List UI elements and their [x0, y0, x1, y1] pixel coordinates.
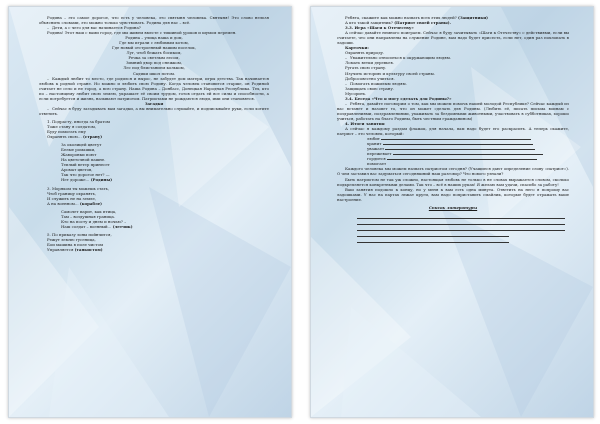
- poem-line: Где мы играли с любимым котом,: [119, 40, 189, 46]
- riddle-answer: (Родины): [90, 177, 113, 183]
- riddle-line: Жаворонки поют: [61, 152, 97, 158]
- riddle-4: [47, 209, 269, 229]
- city-paragraph: Родина! Этот наш с вами город, где мы живем вместе с тишиной уроков и шумом перемен.: [47, 30, 237, 36]
- intro-paragraph: Родина – это самое дорогое, что есть у человека, это святыня человека. Святыня! Это слово нельзя объяснить словами, это можно только чувствовать. Родина для нас – всё.: [39, 15, 269, 26]
- poem-line: Где новый отстроенный нашим поселок,: [112, 45, 196, 51]
- riddle-line: Аромат цветов,: [61, 167, 93, 173]
- card-item: – Уважительно относиться к окружающим людям.: [337, 55, 569, 60]
- riddle-answer: (летчик): [112, 223, 133, 229]
- riddle-line: Нет дороже… (Родины): [61, 177, 113, 183]
- riddle-line: Белые ромашки,: [61, 147, 96, 153]
- riddles-heading: Загадки: [144, 100, 164, 106]
- poem-line: Зимний двор под снежком,: [126, 60, 182, 66]
- riddle-line: 3. Моряком ты можешь стать,: [47, 185, 110, 191]
- riddle-line: За околицей цветут: [61, 142, 102, 148]
- poem-line: Речка за светлым лесом,: [128, 55, 180, 61]
- fill-in-row: гордится: [367, 156, 569, 161]
- fill-in-list: [337, 136, 569, 166]
- riddle-line: Тоже стану я солдатом,: [47, 123, 96, 129]
- fill-in-row: помогает: [367, 161, 387, 167]
- riddle-line: Там – воздушная граница.: [61, 213, 116, 219]
- riddle-3: [47, 186, 269, 206]
- riddle-line: Так что дорогое нет? —: [61, 172, 110, 178]
- card-item: Ломать ветки деревьев.: [345, 60, 394, 66]
- left-page-text: [39, 15, 269, 409]
- cards-heading: Карточки:: [345, 45, 369, 51]
- riddle-line: 1. Подрасту, иногда за братом: [47, 118, 110, 124]
- fill-in-row: любит: [367, 136, 569, 141]
- defenders-question: Ребята, скажите как можно назвать всех этих людей? (Защитники): [345, 15, 488, 20]
- riddle-line: Управляется (танкистом): [47, 247, 103, 253]
- riddle-line: Наш солдат – военный… (летчик): [61, 223, 133, 229]
- references-heading: Список литературы: [428, 204, 478, 210]
- riddle-line: На цветочной пашне.: [61, 157, 106, 163]
- riddle-1: [47, 119, 269, 139]
- reference-line: [357, 237, 509, 243]
- riddle-answer: (танкистом): [74, 247, 103, 253]
- right-page: [310, 6, 594, 418]
- poem-line: Луг, чтоб бежать босиком,: [126, 50, 182, 56]
- riddle-2: [47, 142, 269, 182]
- game-instructions: А сейчас давайте немного поиграем. Сейчас я буду зачитывать «Шаги к Отечеству» с действиями, если вы считаете, что они направлены на служение Родине, вам надо будет присесть, если нет, один раз похлопать в ладоши.: [337, 30, 569, 46]
- riddle-line: Буду помогать ему: [47, 129, 86, 135]
- card-item: Защищать свою страну.: [345, 85, 394, 91]
- riddle-line: Режут землю гусеница,: [47, 236, 96, 242]
- reflection-paragraph: Каждого человека мы можем назвать патриотом сегодня? (Учащиеся дают определение слову «патриот»). О чем заставил вас задуматься сегодняшний наш разговор? Что нового узнали?: [337, 166, 569, 177]
- card-item: Охранять природу.: [345, 50, 385, 56]
- card-item: Изучить историю и культуру своей страны.: [345, 70, 435, 76]
- riddle-line: И служить не на земле,: [47, 195, 96, 201]
- homeland-poem: [39, 35, 269, 75]
- fill-in-row: хранит: [367, 141, 569, 146]
- riddle-line: Теплый ветер принесет: [61, 162, 110, 168]
- card-item: Мусорить.: [345, 90, 367, 96]
- right-page-text: [337, 15, 569, 409]
- riddle-line: Кто на посту и днем и ночью? –: [61, 218, 127, 224]
- card-item: Ругать свою страну.: [345, 65, 387, 71]
- cards-list: [337, 50, 569, 95]
- fill-in-row: уважает: [367, 146, 569, 151]
- summary-paragraph: А сейчас я каждому раздам флажок, для начала, вам надо будет его раскрасить. А теперь скажите, патриот – это человек, который:: [337, 126, 569, 137]
- card-item: – Помогать пожилым людям.: [337, 81, 569, 86]
- closing-paragraph: Быть патриотом не так уж сложно, настоящая любовь не только в не словах выражается словом, сколько подкрепляется конкретными делами. Так что – всё в наших руках! Я желаю вам удачи, спасибо за работу!: [337, 176, 569, 187]
- riddle-line: Самолет парит, как птица,: [61, 208, 117, 214]
- section-4-heading: 4. Итоги занятия: [345, 120, 385, 126]
- section-3-3-heading: 3.3. Игра «Шаги к Отечеству»: [345, 25, 414, 31]
- riddle-line: Охранять свою… (страну): [47, 134, 103, 140]
- patriot-paragraph: – Каждый любит то место, где родился и вырос, не забудет дом матери, игры детства. Так начинается любовь к родной стране. Но можно и любить свою Родину. Когда человек становится старше, он Родиной считает не село и не город, а всю страну. Наша Родина – Донбасс, Донецкая Народная Республика. Тех, кто по – настоящему любит свою землю, украшает её своим трудом, готов отдать ей все силы и способности, а если потребуется и жизнь, называют патриотом. Патриотами не рождаются люди, ими они становятся.: [39, 76, 269, 101]
- riddle-line: 5. По приказу зоны пойнчится,: [47, 231, 112, 237]
- card-item: Добросовестно учиться.: [345, 75, 395, 81]
- question-paragraph: – Дети, а с чего для вас начинается Родина?: [39, 25, 269, 30]
- riddle-line: А на военном… (корабле): [47, 200, 103, 206]
- left-page: [8, 6, 292, 418]
- riddle-answer: (страну): [83, 134, 103, 140]
- riddle-answer: (корабле): [79, 200, 103, 206]
- poem-line: Лес под блистанием кольком,: [123, 65, 185, 71]
- poem-line: Садики школ потом.: [132, 70, 176, 76]
- riddle-5: [47, 232, 269, 252]
- fill-in-row: пережевает: [367, 151, 569, 156]
- smiley-paragraph: Ваш занятия подошло к концу, но у меня к вам есть одна минута. Ответить на него я попрошу вас ладошками. У нас на партах лежат круги, вам надо поприставить смайлик, которые будет отражать ваше настроение.: [337, 186, 569, 202]
- section-3-4-heading: 3.4. Беседа «Что я могу сделать для Родины?»: [345, 95, 452, 101]
- defender-question: А кто такой защитник? (Патриот своей страны).: [345, 20, 451, 26]
- poem-line: Родина – улица наша и дом,: [125, 35, 183, 41]
- riddle-line: Бои машина в поле чистом: [47, 241, 103, 247]
- discussion-paragraph: – Ребята, давайте поговорим о том, как мы можем помочь нашей молодой Республике? Сейчас каждый из вас встанет и назовет то, что он может сделать для Родины. (Любить её, писать письма воинам с поздравлениями, поздравлениями, ухаживать за бездомными животными, участвовать в субботниках, хорошо учиться, работать на благо Родины, быть честным гражданином): [337, 101, 569, 121]
- riddles-intro: – Сейчас я буду загадывать вам загадки, а вы внимательно слушайте, и подписывайте руки, если хотите ответить.: [39, 106, 269, 116]
- riddle-line: Чтоб границу охранять,: [47, 190, 97, 196]
